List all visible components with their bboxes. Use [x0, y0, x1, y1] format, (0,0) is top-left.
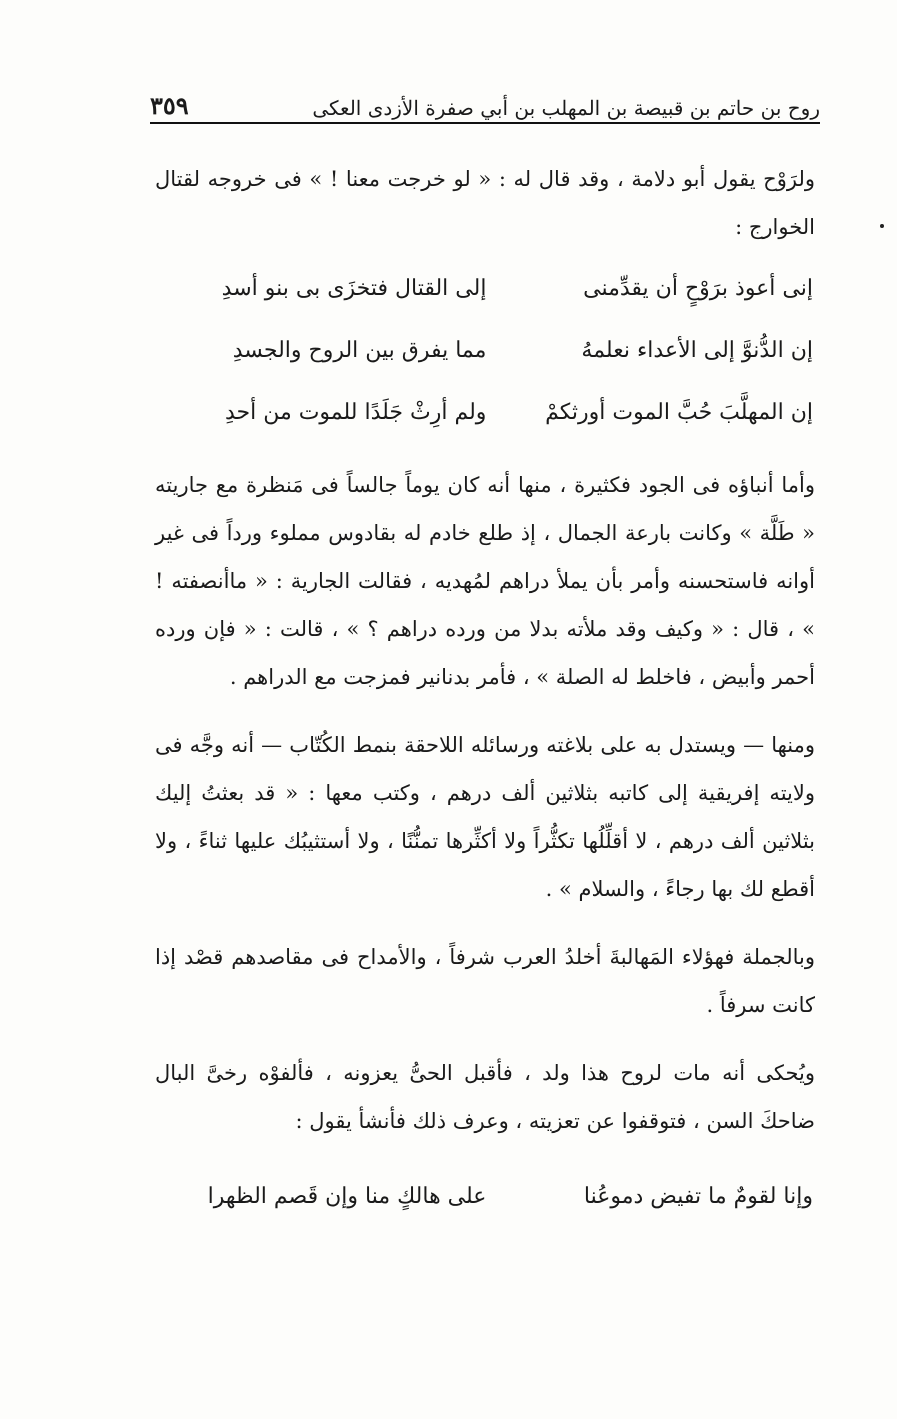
poem-block — [155, 257, 815, 443]
running-head: روح بن حاتم بن قبيصة بن المهلب بن أبي صفرة الأزدى العكى — [312, 96, 820, 120]
verse-first-hemistich: إن الدُّنوَّ إلى الأعداء نعلمهُ — [581, 337, 813, 363]
verse-second-hemistich: ولم أرِثْ جَلَدًا للموت من أحدِ — [224, 399, 487, 425]
verse-second-hemistich: إلى القتال فتخزَى بى بنو أسدِ — [221, 275, 487, 301]
verse-first-hemistich: إنى أعوذ برَوْحٍ أن يقدِّمنى — [583, 275, 813, 301]
paragraph: وبالجملة فهؤلاء المَهالبةَ أخلدُ العرب شرفاً ، والأمداح فى مقاصدهم قصْد إذا كانت سرفاً . — [155, 945, 815, 1017]
verse-first-hemistich: إن المهلَّبَ حُبَّ الموت أورثكمْ — [545, 399, 813, 425]
paragraph: ولرَوْح يقول أبو دلامة ، وقد قال له : « لو خرجت معنا ! » فى خروجه لقتال الخوارج : — [155, 167, 815, 239]
poem-block — [155, 1165, 815, 1227]
paragraph: ومنها — ويستدل به على بلاغته ورسائله اللاحقة بنمط الكُتّاب — أنه وجَّه فى ولايته إفريقية إلى كاتبه بثلاثين ألف درهم ، وكتب معها : « قد بعثتُ إليك بثلاثين ألف درهم ، لا أقلِّلُها تكثُّراً ولا أكثِّرها تمنُّنًا ، ولا أستثيبُك عليها ثناءً ، ولا أقطع لك بها رجاءً ، والسلام » . — [155, 733, 815, 901]
verse-second-hemistich: على هالكٍ منا وإن قَصم الظهرا — [207, 1183, 487, 1209]
header-rule — [150, 122, 820, 124]
verse-line — [155, 319, 815, 381]
paragraph: ويُحكى أنه مات لروح هذا ولد ، فأقبل الحىُّ يعزونه ، فألفوْه رخىَّ البال ضاحكَ السن ، فتوقفوا عن تعزيته ، وعرف ذلك فأنشأ يقول : — [155, 1061, 815, 1133]
page-number: ٣٥٩ — [150, 91, 189, 120]
page-header — [150, 80, 820, 120]
paragraph: وأما أنباؤه فى الجود فكثيرة ، منها أنه كان يوماً جالساً فى مَنظرة مع جاريته « طَلَّة » وكانت بارعة الجمال ، إذ طلع خادم له بقادوس مملوء ورداً فى غير أوانه فاستحسنه وأمر بأن يملأ دراهم لمُهديه ، فقالت الجارية : « ماأنصفته ! » ، قال : « وكيف وقد ملأته بدلا من ورده دراهم ؟ » ، قالت : « فإن ورده أحمر وأبيض ، فاخلط له الصلة » ، فأمر بدنانير فمزجت مع الدراهم . — [155, 473, 815, 689]
verse-line — [155, 381, 815, 443]
verse-line — [155, 257, 815, 319]
verse-line — [155, 1165, 815, 1227]
body-text — [155, 155, 815, 1245]
verse-second-hemistich: مما يفرق بين الروح والجسدِ — [232, 337, 487, 363]
margin-dot — [880, 224, 884, 228]
verse-first-hemistich: وإنا لقومٌ ما تفيض دموعُنا — [583, 1183, 813, 1209]
